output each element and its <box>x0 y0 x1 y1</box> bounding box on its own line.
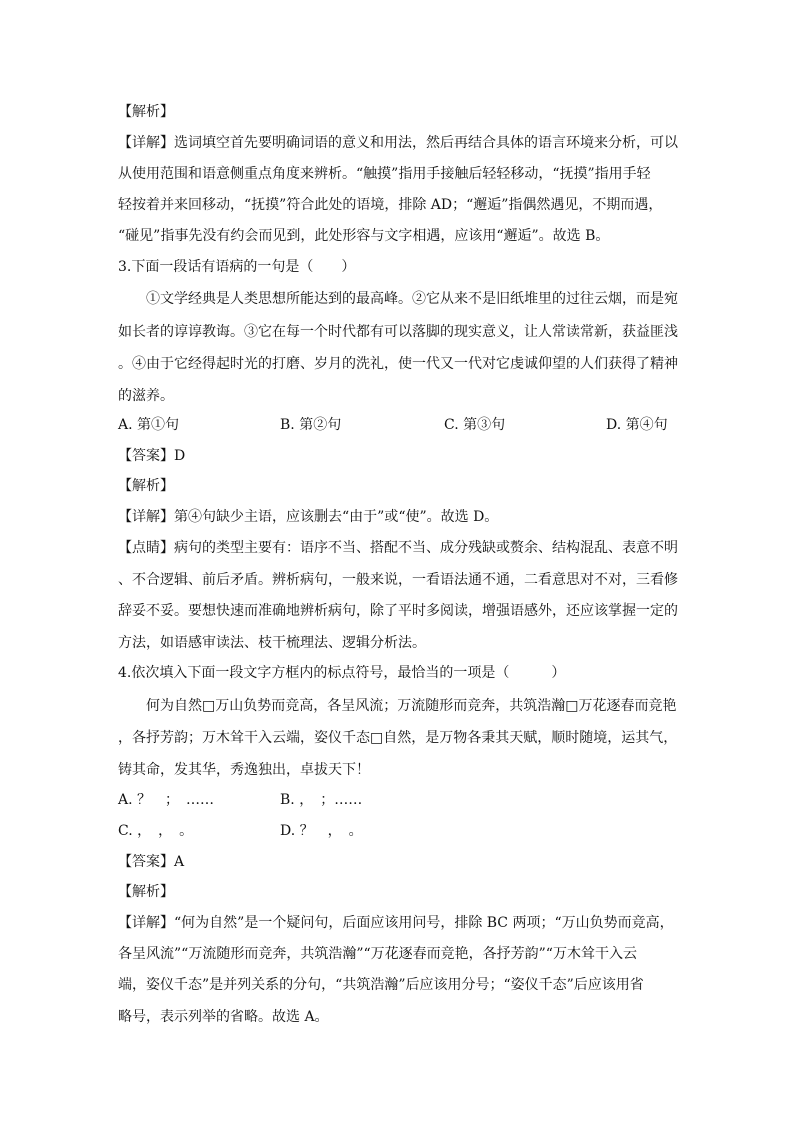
text-line: 【详解】第④句缺少主语，应该删去“由于”或“使”。故选 D。 <box>118 509 499 525</box>
text-line: 【详解】“何为自然”是一个疑问句，后面应该用问号，排除 BC 两项；“万山负势而竞高， <box>118 915 674 931</box>
question-stem: 3.下面一段话有语病的一句是（ ） <box>118 259 356 275</box>
text-line: 的滋养。 <box>118 388 174 404</box>
section-heading: 【解析】 <box>118 478 174 494</box>
answer-line: 【答案】D <box>118 448 186 464</box>
text-line: 略号，表示列举的省略。故选 A。 <box>118 1009 329 1025</box>
option-a: A. ？ ； …… <box>118 792 215 808</box>
text-line: ①文学经典是人类思想所能达到的最高峰。②它从来不是旧纸堆里的过往云烟，而是宛 <box>146 291 678 307</box>
text-line: 各呈风流”“万流随形而竞奔，共筑浩瀚”“万花逐春而竞艳，各抒芳韵”“万木耸干入云 <box>118 946 637 962</box>
text-line: 铸其命，发其华，秀逸独出，卓拔天下！ <box>118 762 370 778</box>
option-d: D. 第④句 <box>606 417 668 433</box>
option-b: B. ， ；…… <box>280 792 363 808</box>
text-line: 方法，如语感审读法、枝干梳理法、逻辑分析法。 <box>118 635 426 651</box>
text-line: “碰见”指事先没有约会而见到，此处形容与文字相遇，应该用“邂逅”。故选 B。 <box>118 228 610 244</box>
text-line: ，各抒芳韵；万木耸干入云端，姿仪千态□自然，是万物各秉其天赋，顺时随境，运其气， <box>118 730 678 746</box>
text-line: 。④由于它经得起时光的打磨、岁月的洗礼，使一代又一代对它虔诚仰望的人们获得了精神 <box>118 356 678 372</box>
text-line: 如长者的谆谆教诲。③它在每一个时代都有可以落脚的现实意义，让人常读常新，获益匪浅 <box>118 324 678 340</box>
text-line: 、不合逻辑、前后矛盾。辨析病句，一般来说，一看语法通不通，二看意思对不对，三看修 <box>118 572 678 588</box>
option-d: D. ？ ， 。 <box>280 823 363 839</box>
text-line: 轻按着并来回移动，“抚摸”符合此处的语境，排除 AD；“邂逅”指偶然遇见，不期而遇， <box>118 197 663 213</box>
text-line: 端，姿仪千态”是并列关系的分句，“共筑浩瀚”后应该用分号；“姿仪千态”后应该用省 <box>118 977 644 993</box>
text-line: 【详解】选词填空首先要明确词语的意义和用法，然后再结合具体的语言环境来分析，可以 <box>118 135 678 151</box>
option-b: B. 第②句 <box>280 417 342 433</box>
text-line: 何为自然□万山负势而竞高，各呈风流；万流随形而竞奔，共筑浩瀚□万花逐春而竞艳 <box>146 698 677 714</box>
section-heading: 【解析】 <box>118 104 174 120</box>
question-stem: 4.依次填入下面一段文字方框内的标点符号，最恰当的一项是（ ） <box>118 665 566 681</box>
text-line: 辞妥不妥。要想快速而准确地辨析病句，除了平时多阅读，增强语感外，还应该掌握一定的 <box>118 603 678 619</box>
option-c: C. 第③句 <box>444 417 506 433</box>
option-c: C. ， ， 。 <box>118 823 194 839</box>
text-line: 【点睛】病句的类型主要有：语序不当、搭配不当、成分残缺或赘余、结构混乱、表意不明 <box>118 540 678 556</box>
section-heading: 【解析】 <box>118 884 174 900</box>
text-line: 从使用范围和语意侧重点角度来辨析。“触摸”指用手接触后轻轻移动，“抚摸”指用手轻 <box>118 166 651 182</box>
answer-line: 【答案】A <box>118 854 185 870</box>
option-a: A. 第①句 <box>118 417 180 433</box>
